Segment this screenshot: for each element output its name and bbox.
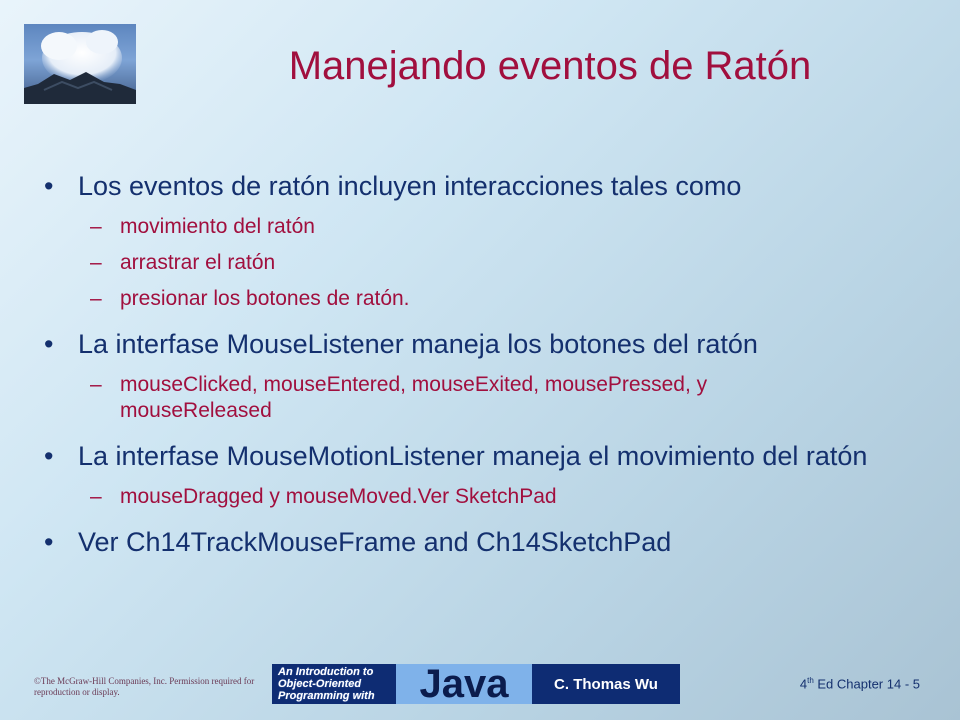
banner-subtitle	[272, 664, 396, 704]
bullet-item: • La interfase MouseListener maneja los botones del ratón	[44, 326, 924, 362]
banner-author: C. Thomas Wu	[554, 675, 658, 693]
chapter-label: Ed Chapter 14 - 5	[813, 676, 920, 692]
sub-bullet-item: – movimiento del ratón	[44, 214, 924, 240]
copyright-notice: ©The McGraw-Hill Companies, Inc. Permission required for reproduction or display.	[34, 676, 255, 697]
sub-bullet-item: – mouseDragged y mouseMoved.Ver SketchPad	[44, 484, 924, 510]
wave-photo	[24, 24, 136, 104]
sub-bullet-item: – mouseClicked, mouseEntered, mouseExited, mousePressed, y mouseReleased	[44, 372, 820, 424]
bullet-list	[44, 160, 924, 560]
bullet-item: • Ver Ch14TrackMouseFrame and Ch14SketchPad	[44, 524, 924, 560]
bullet-item: • Los eventos de ratón incluyen interacciones tales como	[44, 168, 924, 204]
book-banner	[272, 664, 680, 704]
banner-java-logo: Java	[396, 664, 532, 704]
banner-line: An Introduction to	[278, 666, 374, 678]
sub-bullet-item: – presionar los botones de ratón.	[44, 286, 924, 312]
edition-number: 4	[799, 676, 808, 692]
banner-line: Object-Oriented	[278, 678, 362, 690]
chapter-page-label	[710, 676, 920, 691]
banner-line: Programming with	[278, 690, 375, 702]
bullet-item: • La interfase MouseMotionListener maneja el movimiento del ratón	[44, 438, 898, 474]
slide-title: Manejando eventos de Ratón	[288, 44, 812, 88]
sub-bullet-item: – arrastrar el ratón	[44, 250, 924, 276]
edition-suffix: th	[807, 676, 814, 685]
